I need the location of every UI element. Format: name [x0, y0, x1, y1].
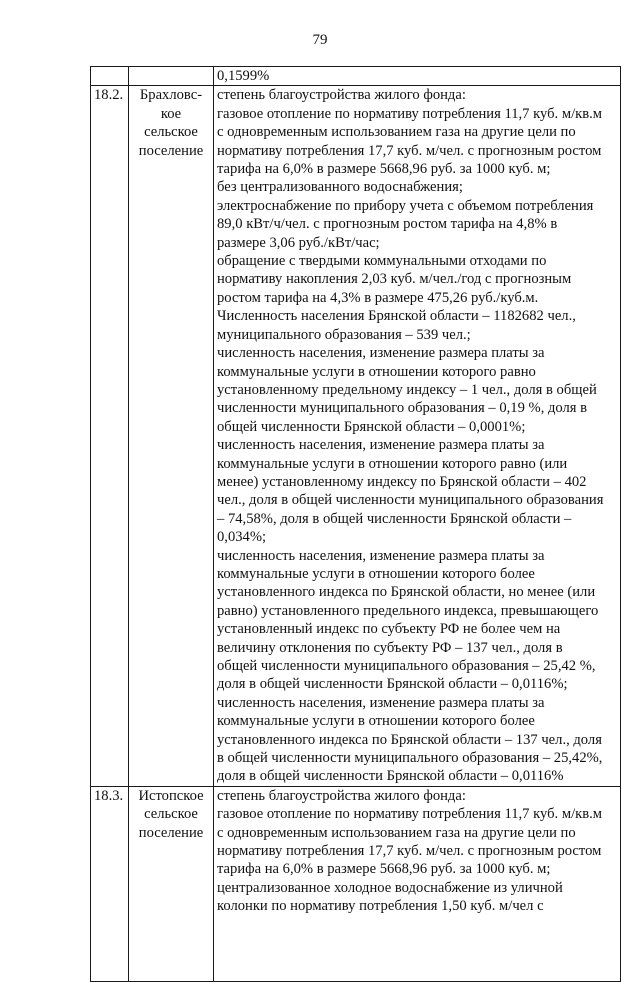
content-line: 0,034%; [217, 529, 267, 546]
content-line: электроснабжение по прибору учета с объемом потребления [217, 197, 594, 214]
content-line: 89,0 кВт/ч/чел. с прогнозным ростом тарифа на 4,8% в [217, 216, 558, 233]
content-line: с одновременным использованием газа на другие цели по [217, 824, 576, 841]
content-line: установленного индекса по Брянской области, но менее (или [217, 584, 596, 601]
content-line: численность населения, изменение размера платы за [217, 345, 545, 362]
content-line: коммунальные услуги в отношении которого равно (или [217, 455, 568, 472]
content-line: равно) установленного предельного индекса, превышающего [217, 602, 599, 619]
settlement-name-line: сельское [144, 806, 198, 823]
content-line: общей численности Брянской области – 0,0001%; [217, 418, 526, 435]
content-line: размере 3,06 руб./кВт/час; [217, 234, 380, 251]
settlement-name-cell [129, 67, 214, 86]
content-line: степень благоустройства жилого фонда: [217, 87, 466, 104]
settlement-name-line: сельское [144, 124, 198, 141]
row-number-cell [91, 67, 129, 86]
content-line: тарифа на 6,0% в размере 5668,96 руб. за 1000 куб. м; [217, 861, 551, 878]
settlement-name-line: кое [160, 105, 182, 122]
content-line: нормативу потребления 17,7 куб. м/чел. с прогнозным ростом [217, 142, 602, 159]
content-line: коммунальные услуги в отношении которого более [217, 713, 535, 730]
content-line: колонки по нормативу потребления 1,50 куб. м/чел с [217, 898, 544, 915]
content-line: менее) установленному индексу по Брянской области – 402 [217, 473, 587, 490]
settlement-name-line: поселение [138, 824, 204, 841]
settlement-name-line: Истопское [138, 787, 204, 804]
content-line: установленный индекс по субъекту РФ не более чем на [217, 621, 561, 638]
content-line: численность населения, изменение размера платы за [217, 694, 545, 711]
page-number: 79 [312, 32, 328, 48]
content-line: газовое отопление по нормативу потребления 11,7 куб. м/кв.м [217, 105, 602, 122]
content-cell [214, 786, 621, 981]
settlement-name-cell [129, 786, 214, 981]
content-line: 0,1599% [217, 68, 270, 84]
row-number-cell: 18.3. [91, 786, 129, 981]
content-line: степень благоустройства жилого фонда: [217, 787, 466, 804]
content-line: общей численности муниципального образования – 25,42 %, [217, 658, 596, 674]
content-line: нормативу потребления 17,7 куб. м/чел. с прогнозным ростом [217, 843, 602, 860]
row-number-cell: 18.2. [91, 86, 129, 786]
content-line: установленного индекса по Брянской области – 137 чел., доля [217, 731, 602, 748]
content-line: чел., доля в общей численности муниципального образования [217, 492, 604, 509]
content-line: обращение с твердыми коммунальными отходами по [217, 253, 547, 270]
content-line: тарифа на 6,0% в размере 5668,96 руб. за 1000 куб. м; [217, 161, 551, 178]
content-line: доля в общей численности Брянской области – 0,0116% [217, 768, 564, 785]
settlements-table [90, 66, 621, 982]
settlement-name-line: Брахловс- [139, 87, 203, 104]
content-line: установленному предельному индексу – 1 чел., доля в общей [217, 381, 597, 398]
content-line: величину отклонения по субъекту РФ – 137 чел., доля в [217, 639, 563, 656]
table-row [91, 786, 621, 981]
content-line: Численность населения Брянской области – 1182682 чел., [217, 308, 576, 325]
content-line: ростом тарифа на 4,3% в размере 475,26 руб./куб.м. [217, 289, 539, 306]
content-line: муниципального образования – 539 чел.; [217, 326, 471, 343]
continuation-row [91, 67, 621, 86]
content-line: доля в общей численности Брянской области – 0,0116%; [217, 676, 568, 693]
content-cell [214, 67, 621, 86]
content-line: газовое отопление по нормативу потребления 11,7 куб. м/кв.м [217, 806, 602, 823]
content-line: численность населения, изменение размера платы за [217, 547, 545, 564]
content-line: в общей численности муниципального образования – 25,42%, [217, 750, 603, 767]
content-line: с одновременным использованием газа на другие цели по [217, 124, 576, 141]
content-line: численность населения, изменение размера платы за [217, 437, 545, 454]
settlement-name-cell [129, 86, 214, 786]
content-line: нормативу накопления 2,03 куб. м/чел./год с прогнозным [217, 271, 572, 288]
content-line: коммунальные услуги в отношении которого равно [217, 363, 536, 380]
content-cell [214, 86, 621, 786]
content-line: – 74,58%, доля в общей численности Брянской области – [217, 510, 572, 527]
content-line: коммунальные услуги в отношении которого более [217, 565, 535, 582]
settlement-name-line: поселение [138, 142, 204, 159]
content-line: централизованное холодное водоснабжение из уличной [217, 879, 563, 896]
table-row [91, 86, 621, 786]
content-line: без централизованного водоснабжения; [217, 179, 463, 196]
content-line: численности муниципального образования – 0,19 %, доля в [217, 400, 588, 417]
